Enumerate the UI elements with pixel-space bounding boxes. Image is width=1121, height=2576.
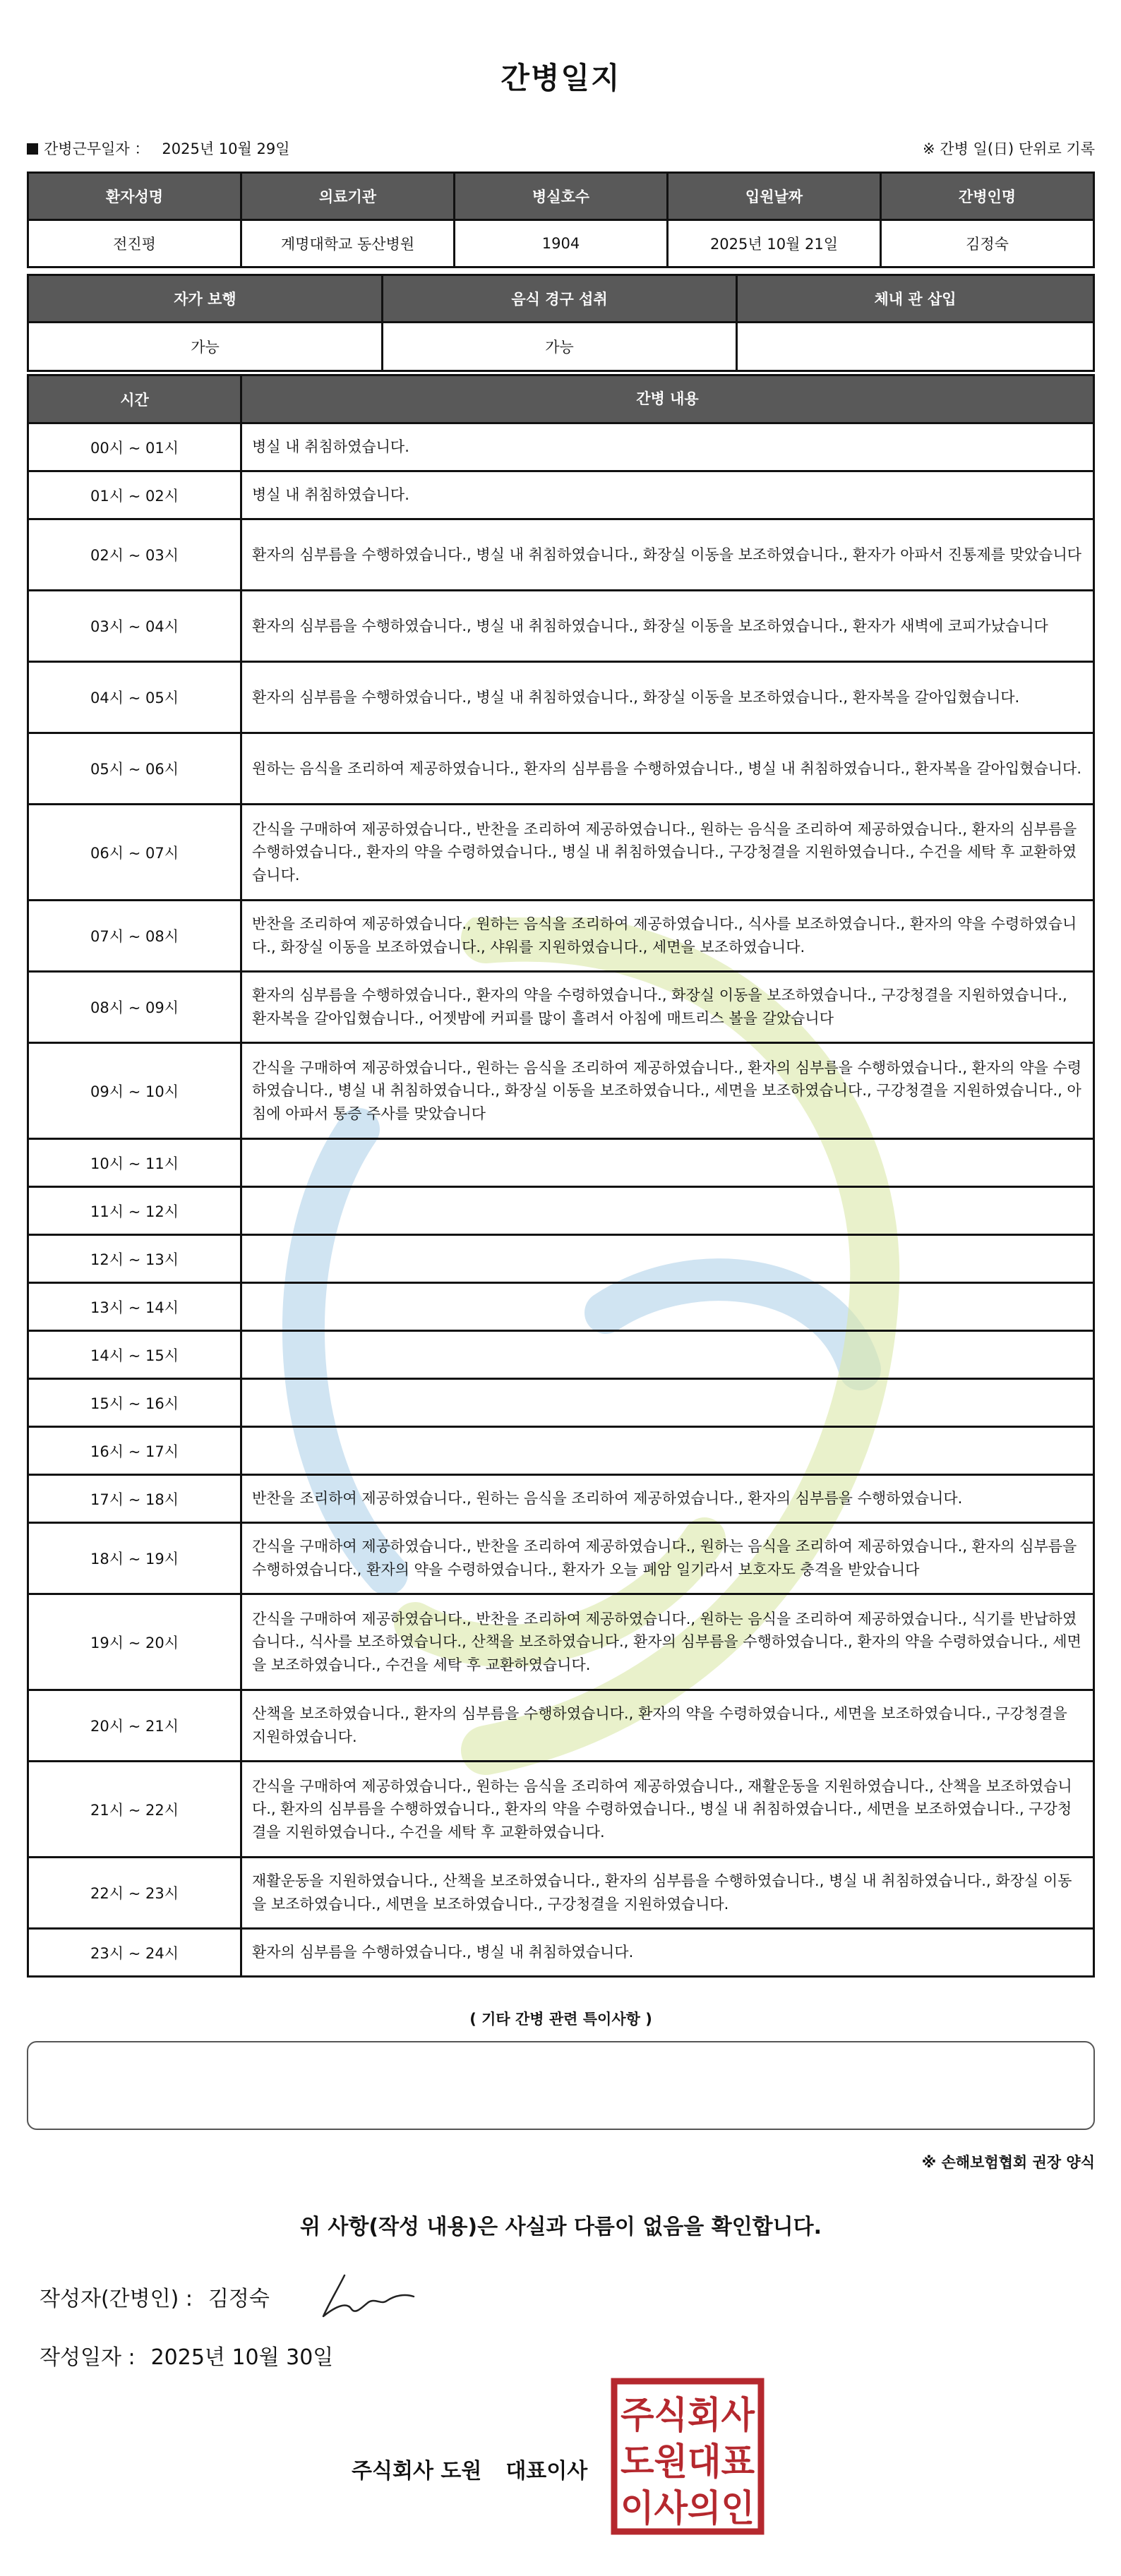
log-content-cell: 산책을 보조하였습니다., 환자의 심부름을 수행하였습니다., 환자의 약을 수령하였습니다., 세면을 보조하였습니다., 구강청결을 지원하였습니다. (242, 1691, 1095, 1762)
log-content-cell: 환자의 심부름을 수행하였습니다., 병실 내 취침하였습니다., 화장실 이동을 보조하였습니다., 환자가 아파서 진통제를 맞았습니다 (242, 520, 1095, 591)
log-row (29, 591, 1095, 663)
log-content-cell: 반찬을 조리하여 제공하였습니다., 원하는 음식을 조리하여 제공하였습니다., 환자의 심부름을 수행하였습니다. (242, 1476, 1095, 1524)
work-date-label: 간병근무일자 ： (44, 140, 150, 157)
header-oral-intake: 음식 경구 섭취 (383, 276, 738, 323)
log-time-cell: 01시 ~ 02시 (29, 472, 242, 520)
log-content-cell: 환자의 심부름을 수행하였습니다., 병실 내 취침하였습니다., 화장실 이동을 보조하였습니다., 환자복을 갈아입혔습니다. (242, 663, 1095, 734)
log-row (29, 805, 1095, 901)
header-room-number: 병실호수 (455, 174, 669, 221)
log-content-cell: 반찬을 조리하여 제공하였습니다., 원하는 음식을 조리하여 제공하였습니다., 식사를 보조하였습니다., 환자의 약을 수령하였습니다., 화장실 이동을 보조하였습니다., 샤워를 지원하였습니다., 세면을 보조하였습니다. (242, 901, 1095, 973)
log-time-cell: 17시 ~ 18시 (29, 1476, 242, 1524)
log-time-cell: 14시 ~ 15시 (29, 1332, 242, 1380)
svg-text:이사의인: 이사의인 (621, 2488, 755, 2530)
remarks-box (27, 2041, 1095, 2130)
company-line (352, 2453, 587, 2484)
log-time-cell: 08시 ~ 09시 (29, 973, 242, 1044)
log-row (29, 1044, 1095, 1140)
log-time-cell: 18시 ~ 19시 (29, 1524, 242, 1595)
tube-insertion-value (738, 323, 1095, 372)
header-caregiver-name: 간병인명 (882, 174, 1095, 221)
company-representative: 대표이사 (505, 2459, 588, 2484)
log-row (29, 663, 1095, 734)
log-time-cell: 11시 ~ 12시 (29, 1188, 242, 1236)
hospital-name: 계명대학교 동산병원 (242, 221, 455, 268)
writer-name: 김정숙 (208, 2287, 270, 2311)
log-time-cell: 10시 ~ 11시 (29, 1140, 242, 1188)
log-content-cell (242, 1284, 1095, 1332)
header-hospital: 의료기관 (242, 174, 455, 221)
log-row (29, 1691, 1095, 1762)
log-content-cell: 간식을 구매하여 제공하였습니다., 원하는 음식을 조리하여 제공하였습니다., 재활운동을 지원하였습니다., 산책을 보조하였습니다., 환자의 심부름을 수행하였습니다., 환자의 약을 수령하였습니다., 병실 내 취침하였습니다., 세면을 보조하였습니다., 구강청결을 지원하였습니다., 수건을 세탁 후 교환하였습니다. (242, 1762, 1095, 1858)
written-date-value: 2025년 10월 30일 (150, 2345, 334, 2370)
remarks-title: ( 기타 간병 관련 특이사항 ) (469, 2011, 652, 2028)
log-content-cell (242, 1140, 1095, 1188)
patient-name: 전진평 (29, 221, 242, 268)
room-number: 1904 (455, 221, 669, 268)
square-bullet-icon (27, 143, 38, 155)
log-row (29, 1858, 1095, 1930)
log-row (29, 1476, 1095, 1524)
log-time-cell: 06시 ~ 07시 (29, 805, 242, 901)
log-time-cell: 02시 ~ 03시 (29, 520, 242, 591)
form-source-note: ※ 손해보험협회 권장 양식 (921, 2154, 1095, 2171)
caregiver-name: 김정숙 (882, 221, 1095, 268)
header-time: 시간 (29, 376, 242, 424)
log-content-cell (242, 1380, 1095, 1428)
svg-text:주식회사: 주식회사 (621, 2395, 755, 2437)
log-row (29, 973, 1095, 1044)
log-time-cell: 16시 ~ 17시 (29, 1428, 242, 1476)
patient-info-table (27, 171, 1095, 268)
daily-record-note: ※ 간병 일(日) 단위로 기록 (923, 140, 1095, 157)
company-seal-stamp (610, 2377, 765, 2536)
log-content-cell: 재활운동을 지원하였습니다., 산책을 보조하였습니다., 환자의 심부름을 수행하였습니다., 병실 내 취침하였습니다., 화장실 이동을 보조하였습니다., 세면을 보조하였습니다., 구강청결을 지원하였습니다. (242, 1858, 1095, 1930)
log-content-cell: 병실 내 취침하였습니다. (242, 424, 1095, 472)
log-time-cell: 12시 ~ 13시 (29, 1236, 242, 1284)
log-row (29, 1930, 1095, 1978)
written-date-line (40, 2340, 333, 2371)
log-row (29, 901, 1095, 973)
log-row (29, 1332, 1095, 1380)
log-content-cell: 간식을 구매하여 제공하였습니다., 반찬을 조리하여 제공하였습니다., 원하는 음식을 조리하여 제공하였습니다., 환자의 심부름을 수행하였습니다., 환자의 약을 수령하였습니다., 환자가 오늘 폐암 일기라서 보호자도 충격을 받았습니다 (242, 1524, 1095, 1595)
log-time-cell: 13시 ~ 14시 (29, 1284, 242, 1332)
log-row (29, 1188, 1095, 1236)
log-content-cell: 간식을 구매하여 제공하였습니다., 반찬을 조리하여 제공하였습니다., 원하는 음식을 조리하여 제공하였습니다., 환자의 심부름을 수행하였습니다., 환자의 약을 수령하였습니다., 병실 내 취침하였습니다., 구강청결을 지원하였습니다., 수건을 세탁 후 교환하였습니다. (242, 805, 1095, 901)
log-row (29, 734, 1095, 805)
log-content-cell: 간식을 구매하여 제공하였습니다., 반찬을 조리하여 제공하였습니다., 원하는 음식을 조리하여 제공하였습니다., 식기를 반납하였습니다., 식사를 보조하였습니다., 산책을 보조하였습니다., 환자의 심부름을 수행하였습니다., 환자의 약을 수령하였습니다., 세면을 보조하였습니다., 수건을 세탁 후 교환하였습니다. (242, 1595, 1095, 1691)
log-time-cell: 19시 ~ 20시 (29, 1595, 242, 1691)
log-content-cell (242, 1428, 1095, 1476)
header-tube-insertion: 체내 관 삽입 (738, 276, 1095, 323)
log-content-cell: 환자의 심부름을 수행하였습니다., 환자의 약을 수령하였습니다., 화장실 이동을 보조하였습니다., 구강청결을 지원하였습니다., 환자복을 갈아입혔습니다., 어젯밤에 커피를 많이 흘려서 아침에 매트리스 볼을 갈았습니다 (242, 973, 1095, 1044)
header-admission-date: 입원날짜 (669, 174, 882, 221)
log-time-cell: 00시 ~ 01시 (29, 424, 242, 472)
care-log-table (27, 374, 1095, 1978)
log-content-cell (242, 1188, 1095, 1236)
log-time-cell: 04시 ~ 05시 (29, 663, 242, 734)
header-self-walking: 자가 보행 (29, 276, 383, 323)
self-walking-value: 가능 (29, 323, 383, 372)
log-time-cell: 20시 ~ 21시 (29, 1691, 242, 1762)
log-time-cell: 05시 ~ 06시 (29, 734, 242, 805)
log-row (29, 1236, 1095, 1284)
header-care-content: 간병 내용 (242, 376, 1095, 424)
log-row (29, 1380, 1095, 1428)
patient-status-table (27, 274, 1095, 372)
log-row (29, 1284, 1095, 1332)
work-date (27, 138, 290, 159)
confirmation-statement: 위 사항(작성 내용)은 사실과 다름이 없음을 확인합니다. (299, 2215, 822, 2239)
log-content-cell: 병실 내 취침하였습니다. (242, 472, 1095, 520)
log-header-row (29, 376, 1095, 424)
log-row (29, 1140, 1095, 1188)
log-time-cell: 15시 ~ 16시 (29, 1380, 242, 1428)
log-time-cell: 21시 ~ 22시 (29, 1762, 242, 1858)
log-content-cell: 환자의 심부름을 수행하였습니다., 병실 내 취침하였습니다., 화장실 이동을 보조하였습니다., 환자가 새벽에 코피가났습니다 (242, 591, 1095, 663)
page-title: 간병일지 (500, 61, 621, 95)
log-row (29, 424, 1095, 472)
work-date-value: 2025년 10월 29일 (162, 140, 290, 157)
care-log-page (27, 0, 1095, 2576)
log-row (29, 472, 1095, 520)
log-row (29, 1762, 1095, 1858)
admission-date: 2025년 10월 21일 (669, 221, 882, 268)
log-content-cell (242, 1236, 1095, 1284)
log-time-cell: 23시 ~ 24시 (29, 1930, 242, 1978)
log-content-cell: 원하는 음식을 조리하여 제공하였습니다., 환자의 심부름을 수행하였습니다., 병실 내 취침하였습니다., 환자복을 갈아입혔습니다. (242, 734, 1095, 805)
company-name: 주식회사 도원 (352, 2459, 482, 2484)
log-time-cell: 22시 ~ 23시 (29, 1858, 242, 1930)
writer-label: 작성자(간병인) : (40, 2287, 193, 2311)
log-content-cell: 환자의 심부름을 수행하였습니다., 병실 내 취침하였습니다. (242, 1930, 1095, 1978)
oral-intake-value: 가능 (383, 323, 738, 372)
log-time-cell: 09시 ~ 10시 (29, 1044, 242, 1140)
caregiver-signature (316, 2268, 422, 2325)
log-content-cell (242, 1332, 1095, 1380)
svg-text:도원대표: 도원대표 (621, 2441, 755, 2484)
written-date-label: 작성일자 : (40, 2345, 136, 2370)
writer-line (40, 2281, 270, 2312)
log-time-cell: 07시 ~ 08시 (29, 901, 242, 973)
log-row (29, 1428, 1095, 1476)
log-row (29, 520, 1095, 591)
header-patient-name: 환자성명 (29, 174, 242, 221)
log-row (29, 1595, 1095, 1691)
work-date-row (27, 138, 1095, 159)
log-time-cell: 03시 ~ 04시 (29, 591, 242, 663)
log-row (29, 1524, 1095, 1595)
log-content-cell: 간식을 구매하여 제공하였습니다., 원하는 음식을 조리하여 제공하였습니다., 환자의 심부름을 수행하였습니다., 환자의 약을 수령하였습니다., 병실 내 취침하였습니다., 화장실 이동을 보조하였습니다., 세면을 보조하였습니다., 구강청결을 지원하였습니다., 아침에 아파서 통증 주사를 맞았습니다 (242, 1044, 1095, 1140)
